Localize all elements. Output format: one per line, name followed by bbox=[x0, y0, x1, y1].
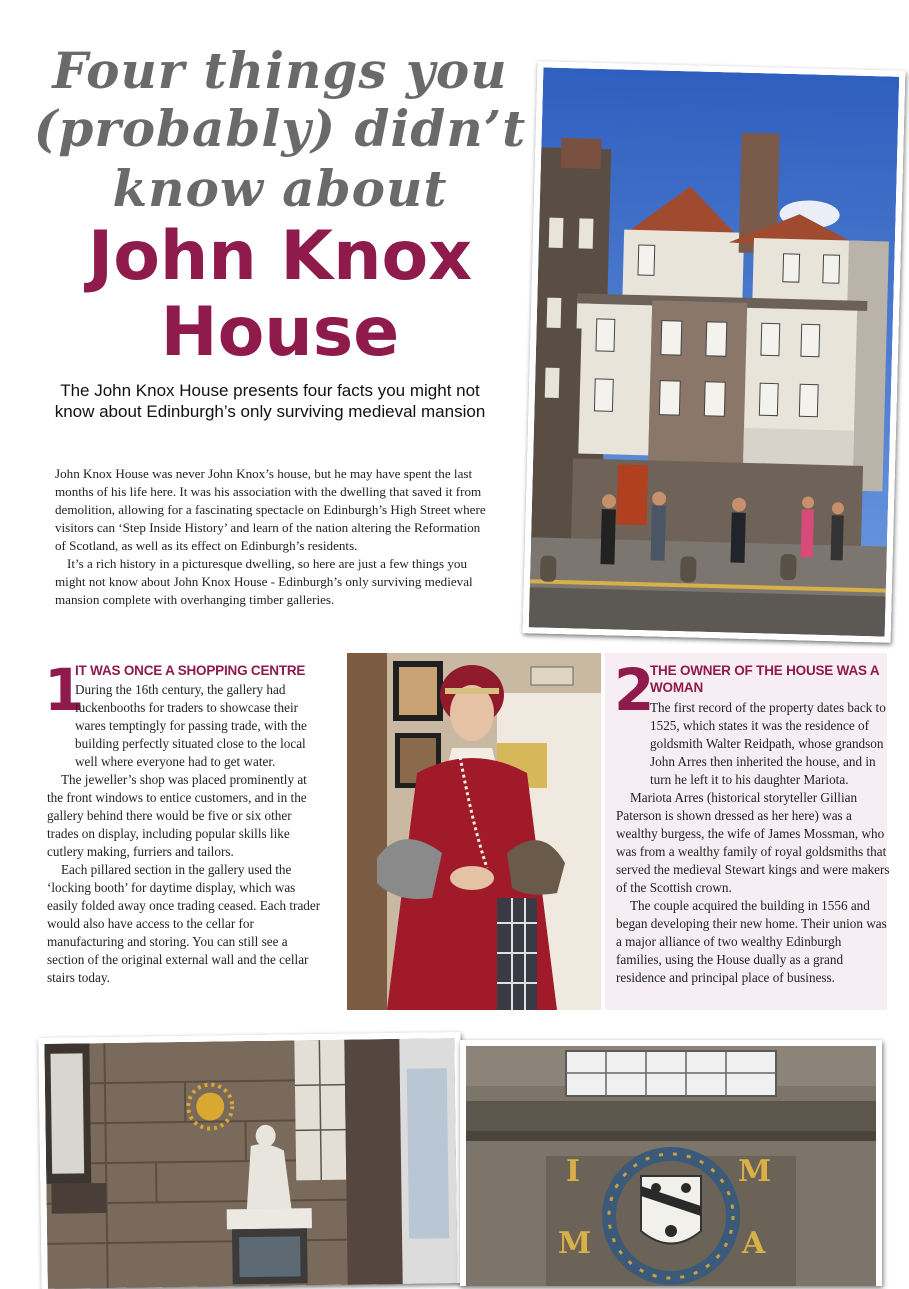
fact-2-paragraph: Mariota Arres (historical storyteller Gillian Paterson is shown dressed as her here) was a wealthy burgess, the wife of James Mossman, who was from a wealthy family of royal goldsmiths that served the medieval Stewart kings and were makers of the Scottish crown. bbox=[616, 790, 890, 895]
panel-letter: M bbox=[558, 1226, 592, 1261]
title-line-5: House bbox=[160, 293, 400, 372]
fact-2-number: 2 bbox=[614, 656, 655, 724]
fact-2-heading: THE OWNER OF THE HOUSE WAS A WOMAN bbox=[650, 663, 879, 695]
title-line-3: know about bbox=[112, 159, 448, 218]
facade-photo bbox=[38, 1032, 463, 1289]
fact-2-paragraph: The first record of the property dates back to 1525, which states it was the residence of goldsmith Walter Reidpath, whose grandson John Arres then inherited the house, and in turn he left it to his daughter Mariota. bbox=[650, 700, 886, 787]
fact-1-body bbox=[47, 681, 322, 987]
house-photo bbox=[523, 61, 906, 642]
panel-letter: I bbox=[566, 1154, 581, 1189]
fact-1-number: 1 bbox=[44, 656, 85, 724]
carved-panel-illustration bbox=[466, 1046, 876, 1286]
fact-2-body bbox=[616, 699, 890, 987]
carved-panel-photo bbox=[460, 1040, 882, 1286]
costume-illustration bbox=[347, 653, 601, 1010]
panel-letter: M bbox=[738, 1154, 772, 1189]
fact-2-paragraph: The couple acquired the building in 1556 and began developing their new home. Their union was a major alliance of two wealthy Edinburgh families, using the House dually as a grand residence and principal place of business. bbox=[616, 898, 887, 985]
intro-paragraph: It’s a rich history in a picturesque dwelling, so here are just a few things you might not know about John Knox House - Edinburgh’s only surviving medieval mansion complete with overhanging timber galleries. bbox=[55, 556, 473, 607]
costume-photo bbox=[347, 653, 601, 1010]
intro-text bbox=[55, 465, 490, 609]
intro-paragraph: John Knox House was never John Knox’s house, but he may have spent the last months of his life here. It was his association with the dwelling that saved it from demolition, allowing for a fascinating spectacle on Edinburgh’s High Street where visitors can ‘Step Inside History’ and learn of the nation altering the Reformation of Scotland, as well as its effect on Edinburgh’s residents. bbox=[55, 466, 486, 553]
facade-illustration bbox=[44, 1038, 458, 1289]
title-line-1: Four things you bbox=[52, 41, 508, 100]
house-illustration bbox=[529, 67, 900, 636]
fact-1-paragraph: Each pillared section in the gallery used the ‘locking booth’ for daytime display, which was easily folded away once trading ceased. Each trader would also have access to the cellar for manufacturing and storing. You can still see a section of the original external wall and the cellar stairs today. bbox=[47, 862, 321, 985]
subtitle: The John Knox House presents four facts you might not know about Edinburgh’s only surviving medieval mansion bbox=[54, 381, 486, 421]
panel-letter: A bbox=[742, 1226, 766, 1261]
fact-1-heading: IT WAS ONCE A SHOPPING CENTRE bbox=[75, 663, 306, 678]
fact-1-paragraph: The jeweller’s shop was placed prominently at the front windows to entice customers, and in the gallery behind there would be five or six other trades on display, including popular skills like cutlery making, furriers and tailors. bbox=[47, 772, 307, 859]
title-line-4: John Knox bbox=[87, 217, 473, 296]
fact-1-paragraph: During the 16th century, the gallery had luckenbooths for traders to showcase their wares temptingly for passing trade, with the building perfectly situated close to the local well where everyone had to get water. bbox=[75, 682, 307, 769]
title-line-2: (probably) didn’t bbox=[33, 99, 527, 158]
